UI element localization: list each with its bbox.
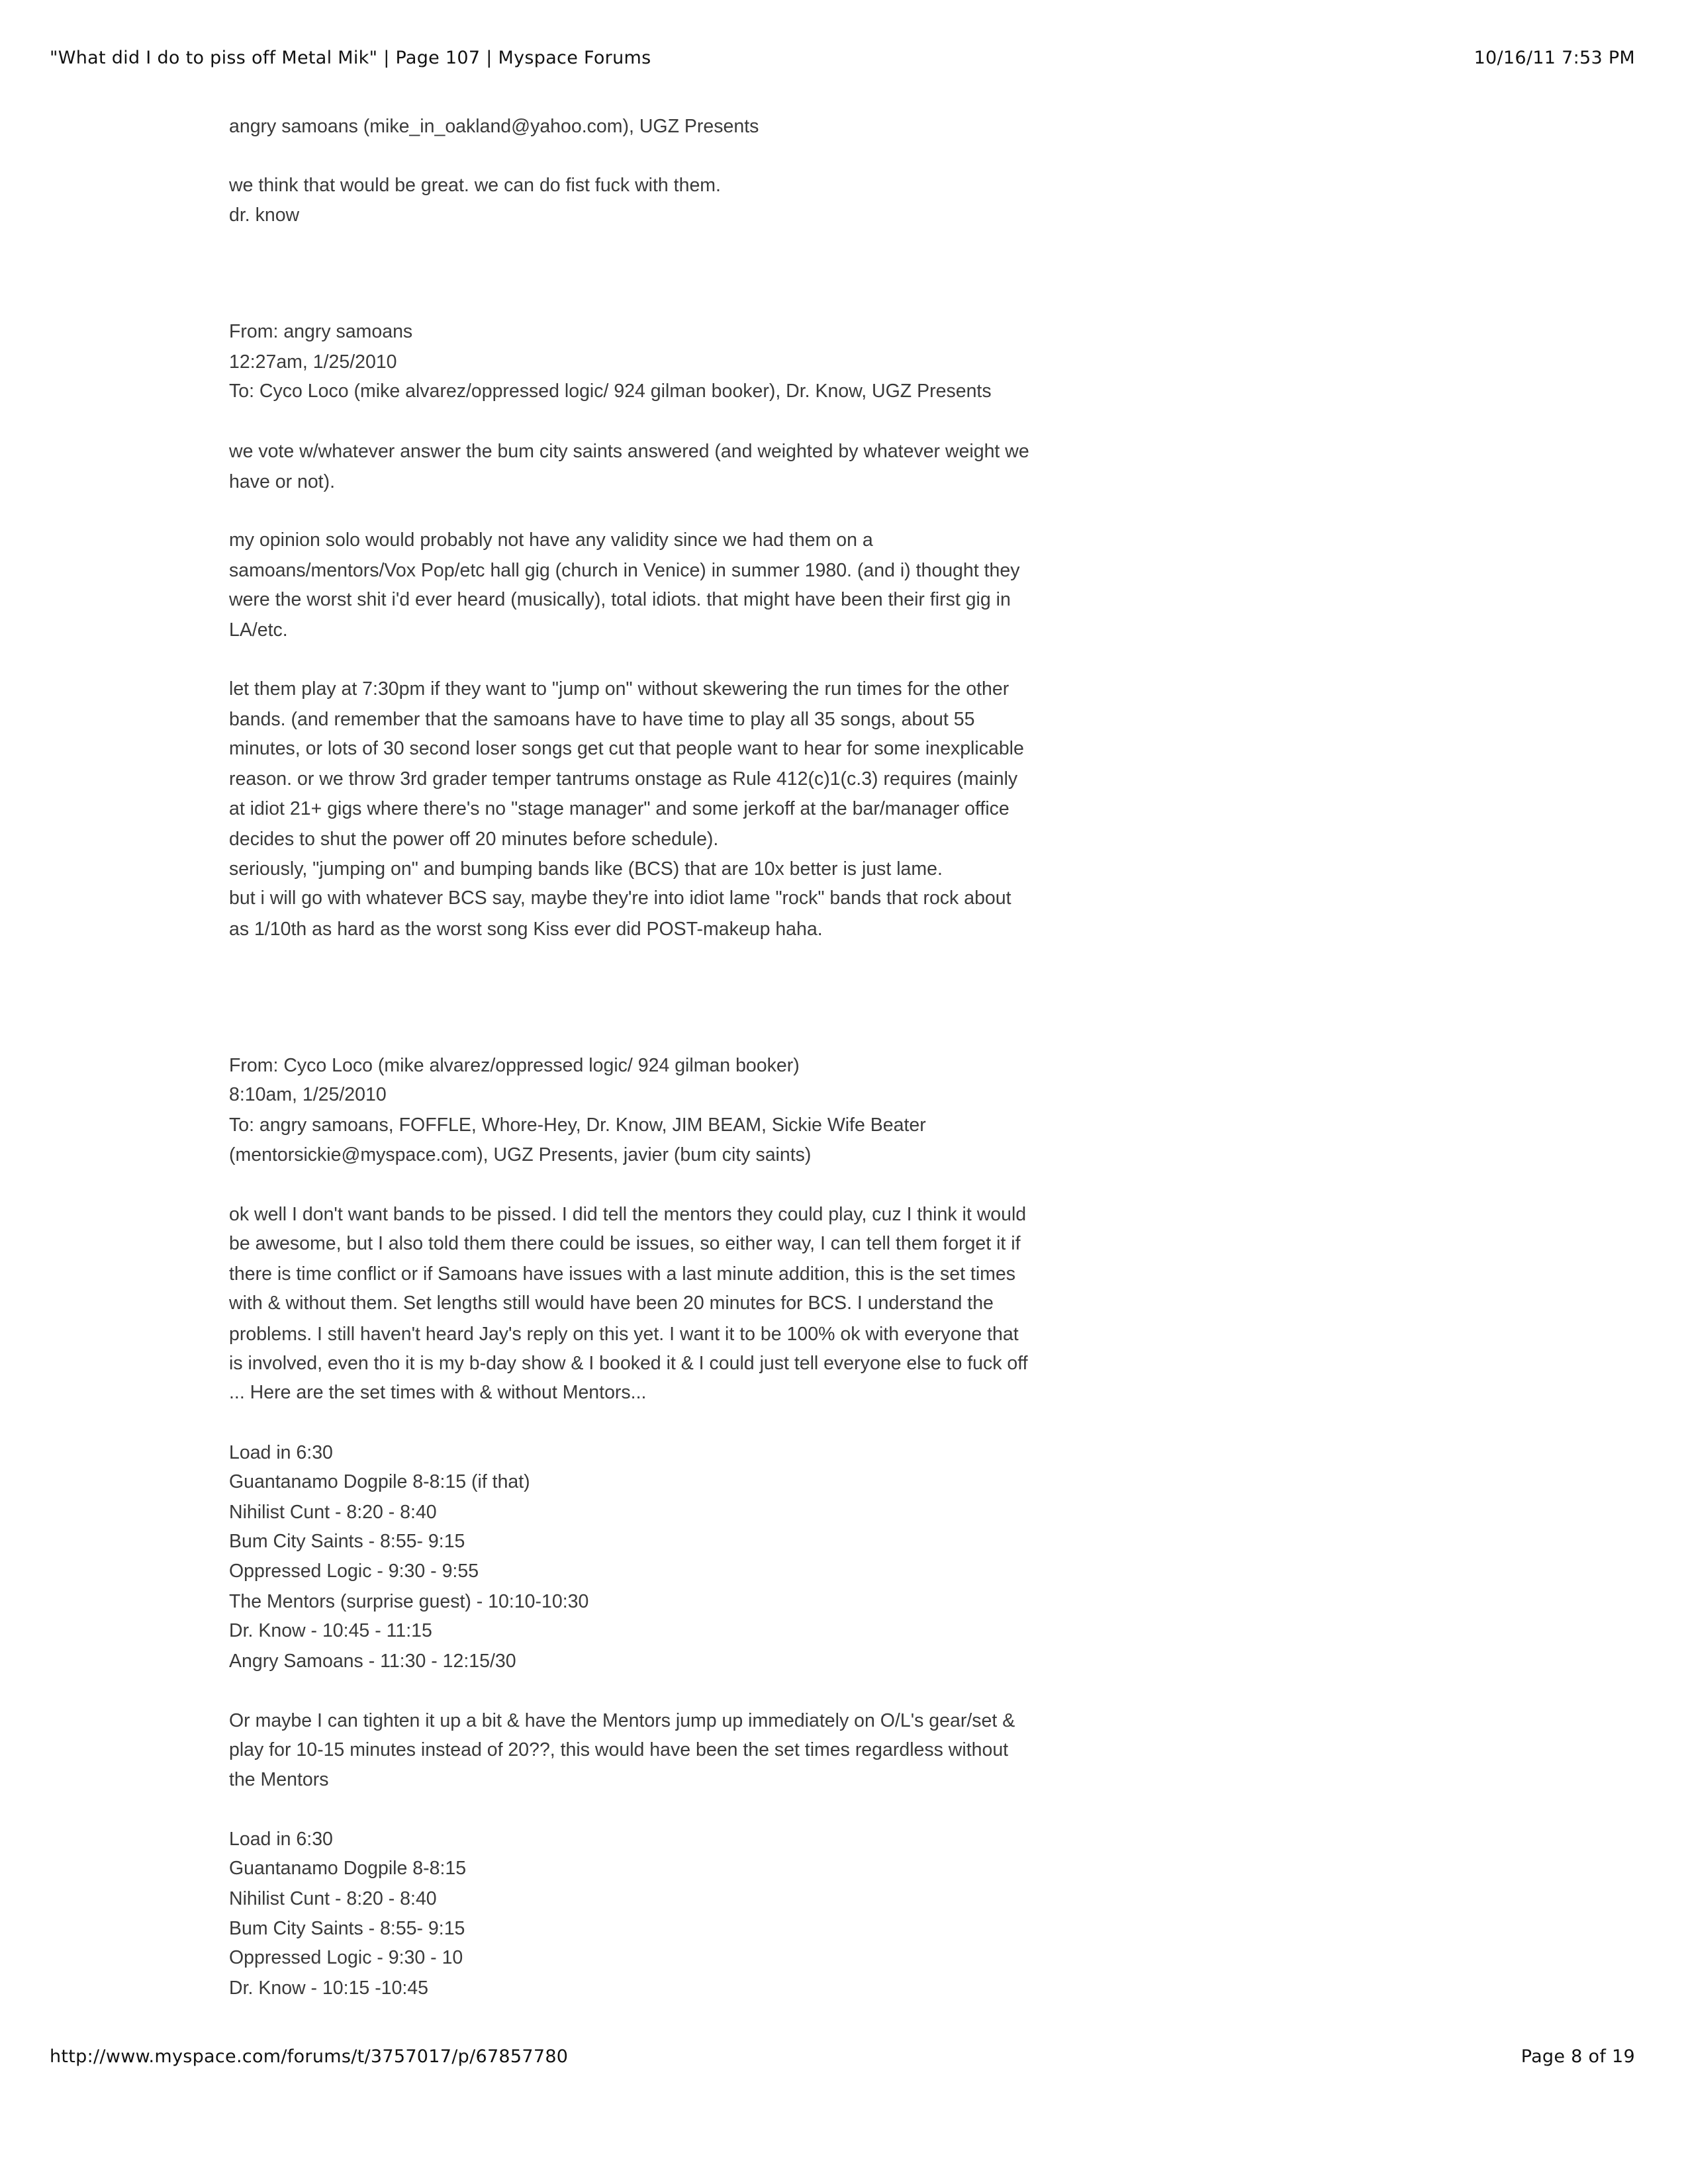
message-line: From: Cyco Loco (mike alvarez/oppressed logic/ 924 gilman booker): [229, 1055, 800, 1076]
message-line: my opinion solo would probably not have any validity since we had them on a: [229, 529, 873, 551]
message-line: decides to shut the power off 20 minutes before schedule).: [229, 829, 719, 850]
message-line: ... Here are the set times with & without Mentors...: [229, 1382, 647, 1403]
message-line: Bum City Saints - 8:55- 9:15: [229, 1918, 465, 1939]
message-line: at idiot 21+ gigs where there's no "stage manager" and some jerkoff at the bar/manager office: [229, 798, 1009, 819]
message-line: is involved, even tho it is my b-day show & I booked it & I could just tell everyone else to fuck off: [229, 1353, 1028, 1374]
message-line: angry samoans (mike_in_oakland@yahoo.com), UGZ Presents: [229, 116, 759, 137]
message-line: we think that would be great. we can do fist fuck with them.: [229, 175, 721, 196]
message-line: the Mentors: [229, 1769, 329, 1790]
message-line: LA/etc.: [229, 619, 288, 641]
message-line: Oppressed Logic - 9:30 - 10: [229, 1947, 463, 1968]
message-line: 8:10am, 1/25/2010: [229, 1084, 387, 1105]
message-line: there is time conflict or if Samoans have issues with a last minute addition, this is the set times: [229, 1263, 1016, 1285]
message-line: be awesome, but I also told them there could be issues, so either way, I can tell them forget it if: [229, 1233, 1021, 1254]
page-url[interactable]: http://www.myspace.com/forums/t/3757017/p/67857780: [50, 2046, 569, 2067]
message-line: play for 10-15 minutes instead of 20??, this would have been the set times regardless without: [229, 1739, 1009, 1760]
message-line: Guantanamo Dogpile 8-8:15 (if that): [229, 1471, 530, 1492]
message-line: Angry Samoans - 11:30 - 12:15/30: [229, 1651, 516, 1672]
message-line: Or maybe I can tighten it up a bit & have the Mentors jump up immediately on O/L's gear/set &: [229, 1710, 1015, 1731]
message-line: The Mentors (surprise guest) - 10:10-10:30: [229, 1591, 589, 1612]
page-title: "What did I do to piss off Metal Mik" | Page 107 | Myspace Forums: [50, 48, 651, 68]
message-line: Bum City Saints - 8:55- 9:15: [229, 1531, 465, 1552]
message-line: Nihilist Cunt - 8:20 - 8:40: [229, 1502, 437, 1523]
print-datetime: 10/16/11 7:53 PM: [1474, 48, 1635, 68]
message-line: but i will go with whatever BCS say, maybe they're into idiot lame "rock" bands that rock about: [229, 887, 1011, 909]
message-line: samoans/mentors/Vox Pop/etc hall gig (church in Venice) in summer 1980. (and i) thought they: [229, 560, 1020, 581]
message-line: dr. know: [229, 205, 300, 226]
message-line: were the worst shit i'd ever heard (musically), total idiots. that might have been their first gig in: [229, 589, 1011, 610]
message-line: Load in 6:30: [229, 1442, 333, 1463]
message-line: we vote w/whatever answer the bum city saints answered (and weighted by whatever weight we: [229, 441, 1029, 462]
message-line: Nihilist Cunt - 8:20 - 8:40: [229, 1888, 437, 1909]
message-line: seriously, "jumping on" and bumping bands like (BCS) that are 10x better is just lame.: [229, 858, 943, 880]
message-line: Dr. Know - 10:15 -10:45: [229, 1978, 429, 1999]
message-line: 12:27am, 1/25/2010: [229, 351, 397, 373]
message-line: To: angry samoans, FOFFLE, Whore-Hey, Dr. Know, JIM BEAM, Sickie Wife Beater: [229, 1115, 926, 1136]
message-line: reason. or we throw 3rd grader temper tantrums onstage as Rule 412(c)1(c.3) requires (mainly: [229, 768, 1018, 790]
message-line: From: angry samoans: [229, 321, 413, 342]
message-line: as 1/10th as hard as the worst song Kiss ever did POST-makeup haha.: [229, 919, 823, 940]
message-line: bands. (and remember that the samoans have to have time to play all 35 songs, about 55: [229, 709, 975, 730]
message-line: minutes, or lots of 30 second loser songs get cut that people want to hear for some inexplicable: [229, 738, 1024, 759]
message-line: Dr. Know - 10:45 - 11:15: [229, 1620, 432, 1641]
message-line: (mentorsickie@myspace.com), UGZ Presents, javier (bum city saints): [229, 1144, 812, 1165]
message-line: let them play at 7:30pm if they want to "jump on" without skewering the run times for the other: [229, 678, 1009, 700]
message-line: Oppressed Logic - 9:30 - 9:55: [229, 1561, 479, 1582]
message-line: problems. I still haven't heard Jay's reply on this yet. I want it to be 100% ok with everyone that: [229, 1324, 1019, 1345]
message-line: To: Cyco Loco (mike alvarez/oppressed logic/ 924 gilman booker), Dr. Know, UGZ Presents: [229, 381, 992, 402]
message-line: with & without them. Set lengths still would have been 20 minutes for BCS. I understand the: [229, 1293, 994, 1314]
message-line: ok well I don't want bands to be pissed. I did tell the mentors they could play, cuz I think it would: [229, 1204, 1027, 1225]
message-line: Guantanamo Dogpile 8-8:15: [229, 1858, 467, 1879]
message-line: have or not).: [229, 471, 336, 492]
message-line: Load in 6:30: [229, 1829, 333, 1850]
page-number: Page 8 of 19: [1521, 2046, 1635, 2067]
